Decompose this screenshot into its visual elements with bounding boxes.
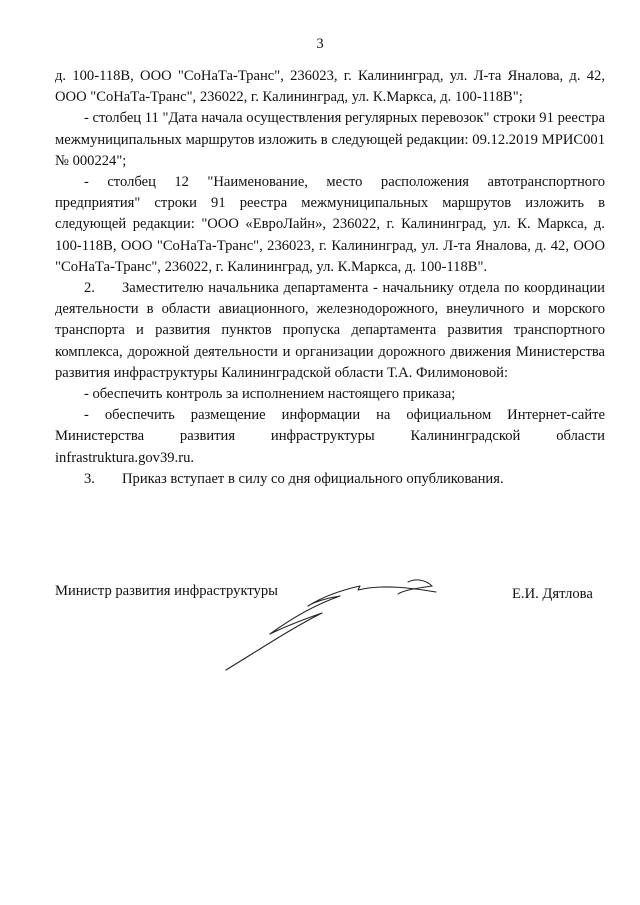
handwritten-signature	[222, 568, 452, 678]
item-2-number: 2.	[84, 280, 95, 297]
item-3	[55, 469, 605, 490]
item-2	[55, 278, 605, 384]
paragraph-address-continuation: д. 100-118В, ООО "СоНаТа-Транс", 236023, г. Калининград, ул. Л-та Яналова, д. 42, ООО "СоНаТа-Транс", 236022, г. Калининград, ул. К.Маркса, д. 100-118В";	[55, 68, 605, 106]
paragraph-column-12: - столбец 12 "Наименование, место расположения автотранспортного предприятия" строки 91 реестра межмуниципальных маршрутов изложить в следующей редакции: "ООО «ЕвроЛайн», 236022, г. Калининград, ул. К. Маркса, д. 100-118В, ООО "СоНаТа-Транс", 236023, г. Калининград, ул. Л-та Яналова, д. 42, ООО "СоНаТа-Транс", 236022, г. Калининград, ул. К.Маркса, д. 100-118В".	[55, 174, 605, 275]
bullet-control: - обеспечить контроль за исполнением настоящего приказа;	[84, 386, 456, 403]
document-body	[55, 66, 605, 490]
item-3-number: 3.	[84, 470, 95, 487]
signatory-name: Е.И. Дятлова	[512, 586, 593, 602]
item-2-text: Заместителю начальника департамента - начальнику отдела по координации деятельности в области авиационного, железнодорожного, внеуличного и морского транспорта и развития пунктов пропуска департамента развития транспортного комплекса, дорожной деятельности и организации дорожного движения Министерства развития инфраструктуры Калининградской области Т.А. Филимоновой:	[55, 280, 605, 381]
bullet-publication: - обеспечить размещение информации на официальном Интернет-сайте Министерства развития инфраструктуры Калининградской области infrastruktura.gov39.ru.	[55, 407, 605, 466]
paragraph-column-11: - столбец 11 "Дата начала осуществления регулярных перевозок" строки 91 реестра межмуниципальных маршрутов изложить в следующей редакции: 09.12.2019 МРИС001 № 000224";	[55, 110, 605, 169]
signatory-title: Министр развития инфраструктуры	[55, 583, 278, 599]
item-3-text: Приказ вступает в силу со дня официального опубликования.	[122, 470, 504, 487]
page-number: 3	[316, 36, 324, 52]
